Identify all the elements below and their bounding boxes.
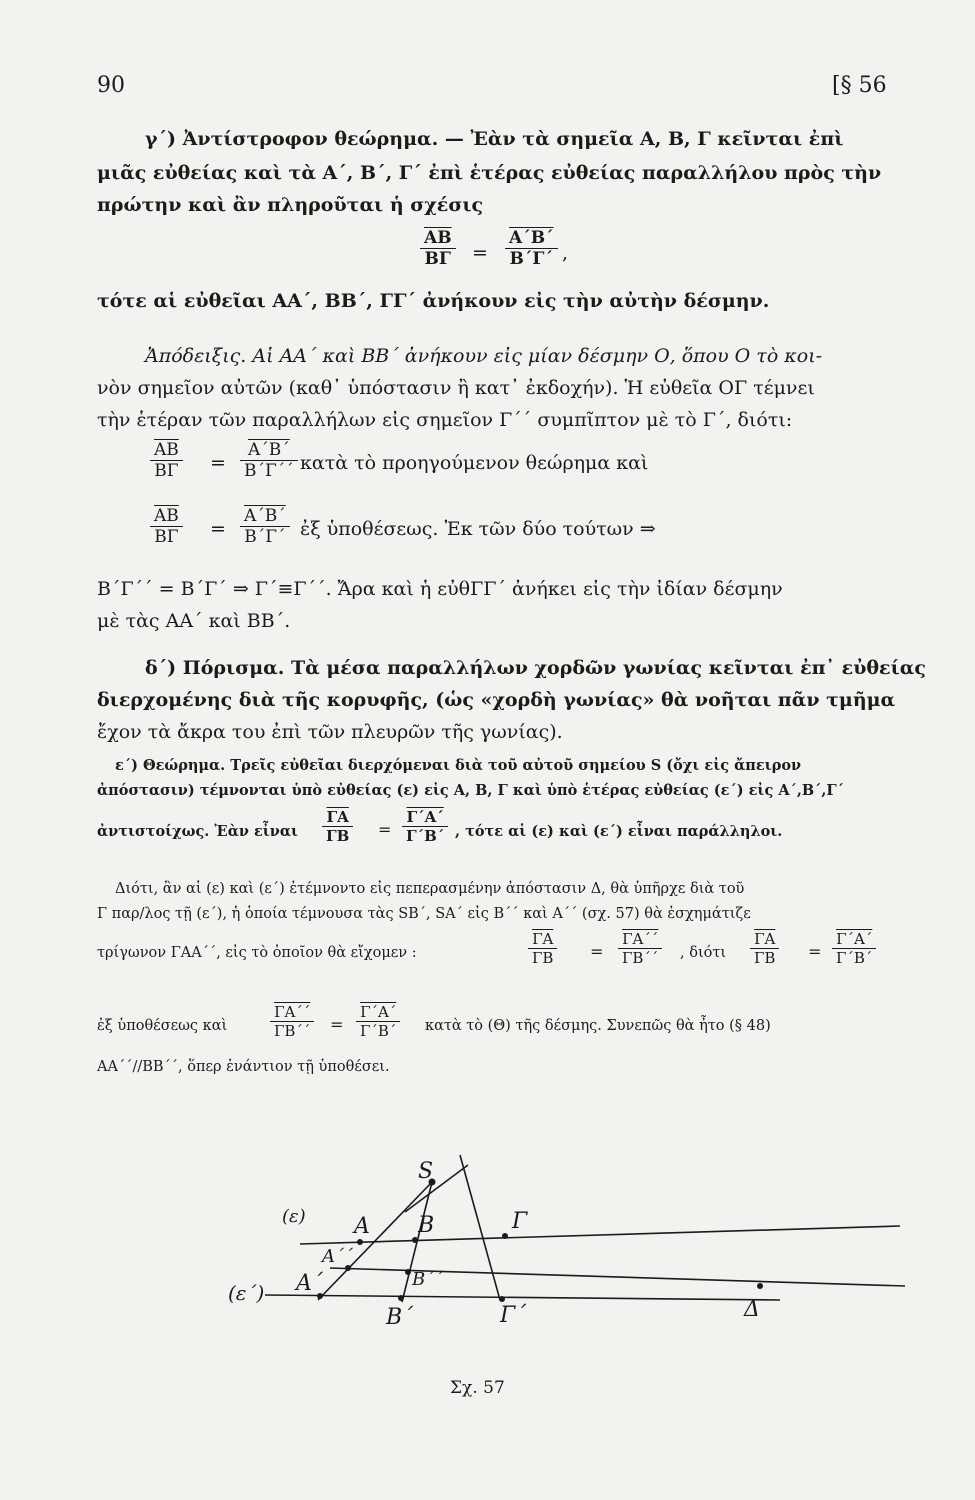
epsilon-line-1: ε΄) Θεώρημα. Τρεῖς εὐθεῖαι διερχόμεναι διὰ τοῦ αὐτοῦ σημείου S (ὄχι εἰς ἄπειρον xyxy=(115,757,802,774)
epsilon-fraction-k-right: $\frac{\Gamma΄A΄}{\Gamma΄B΄}$ xyxy=(356,1003,400,1040)
gamma-line-3: πρώτην καὶ ἂν πληροῦται ἡ σχέσις xyxy=(97,194,484,216)
epsilon-fraction-right: $\frac{\Gamma΄A΄}{\Gamma΄B΄}$ xyxy=(402,808,448,845)
point-a xyxy=(357,1239,363,1245)
label-b2: Β΄΄ xyxy=(412,1269,444,1290)
epsilon-proof-5: ΑΑ΄΄//ΒΒ΄΄, ὅπερ ἐνάντιον τῇ ὑποθέσει. xyxy=(97,1059,390,1075)
delta-line-3: ἔχον τὰ ἄκρα του ἐπὶ τῶν πλευρῶν τῆς γωνίας). xyxy=(97,721,563,743)
point-g1 xyxy=(499,1296,505,1302)
epsilon-fraction-h-right: $\frac{\Gamma΄A΄}{\Gamma΄B΄}$ xyxy=(832,930,876,967)
label-a: Α xyxy=(354,1214,370,1239)
proof-fraction-b-left: $\frac{\overline{AB}}{B\Gamma}$ xyxy=(150,506,183,547)
label-b: Β xyxy=(418,1213,435,1238)
epsilon-line-3a: ἀντιστοίχως. Ἐὰν εἶναι xyxy=(97,823,299,840)
delta-line-1: δ΄) Πόρισμα. Τὰ μέσα παραλλήλων χορδῶν γωνίας κεῖνται ἐπ᾽ εὐθείας xyxy=(145,657,926,679)
figure-caption: Σχ. 57 xyxy=(450,1378,505,1398)
epsilon-fraction-g-right: $\frac{\Gamma A΄΄}{\Gamma B΄΄}$ xyxy=(618,930,662,967)
label-g1: Γ΄ xyxy=(500,1303,527,1328)
equals-sign: = xyxy=(378,820,392,839)
equals-sign: = xyxy=(808,942,822,961)
equals-sign: = xyxy=(330,1015,344,1034)
delta-line-2: διερχομένης διὰ τῆς κορυφῆς, (ὡς «χορδὴ γωνίας» θὰ νοῆται πᾶν τμῆμα xyxy=(97,689,896,711)
point-g xyxy=(502,1233,508,1239)
gamma-line-4: τότε αἱ εὐθεῖαι ΑΑ΄, ΒΒ΄, ΓΓ΄ ἀνήκουν εἰς τὴν αὐτὴν δέσμην. xyxy=(97,290,770,312)
epsilon-proof-3a: τρίγωνον ΓΑΑ΄΄, εἰς τὸ ὁποῖον θὰ εἴχομεν : xyxy=(97,945,417,961)
proof-line-5: μὲ τὰς ΑΑ΄ καὶ ΒΒ΄. xyxy=(97,610,291,632)
proof-line-2: νὸν σημεῖον αὐτῶν (καθ᾽ ὑπόστασιν ἢ κατ᾽ ἐκδοχήν). Ἡ εὐθεῖα ΟΓ τέμνει xyxy=(97,377,815,399)
epsilon-fraction-left: $\frac{\overline{\Gamma A}}{\Gamma B}$ xyxy=(322,808,353,845)
proof-line-1: Ἀπόδειξις. Αἱ ΑΑ΄ καὶ ΒΒ΄ ἀνήκουν εἰς μίαν δέσμην Ο, ὅπου Ο τὸ κοι- xyxy=(145,345,823,367)
gamma-fraction-left: $\frac{\overline{AB}}{B\Gamma}$ xyxy=(420,228,456,269)
proof-fraction-a-left: $\frac{\overline{AB}}{B\Gamma}$ xyxy=(150,440,183,481)
label-d: Δ xyxy=(744,1297,760,1322)
epsilon-proof-3b: , διότι xyxy=(680,945,727,961)
label-a1: Α΄ xyxy=(296,1271,323,1296)
ray-sg xyxy=(460,1155,500,1300)
gamma-line-1: γ΄) Ἀντίστροφον θεώρημα. — Ἐὰν τὰ σημεῖα Α, Β, Γ κεῖνται ἐπὶ xyxy=(145,128,844,150)
label-a2: Α΄΄ xyxy=(322,1246,353,1267)
equals-sign: = xyxy=(210,452,226,474)
proof-fraction-b-right: $\frac{A΄B΄}{B΄\Gamma΄}$ xyxy=(240,506,290,547)
epsilon-fraction-h-left: $\frac{\overline{\Gamma A}}{\Gamma B}$ xyxy=(750,930,779,967)
epsilon-fraction-g-left: $\frac{\overline{\Gamma A}}{\Gamma B}$ xyxy=(528,930,557,967)
equals-sign: = xyxy=(590,942,604,961)
point-b1 xyxy=(398,1295,404,1301)
line-e xyxy=(300,1226,900,1244)
epsilon-line-3b: , τότε αἱ (ε) καὶ (ε΄) εἶναι παράλληλοι. xyxy=(455,823,783,840)
proof-text-b: ἐξ ὑποθέσεως. Ἐκ τῶν δύο τούτων ⇒ xyxy=(300,518,656,540)
epsilon-proof-4b: κατὰ τὸ (Θ) τῆς δέσμης. Συνεπῶς θὰ ἦτο (§ 48) xyxy=(425,1018,771,1034)
gamma-fraction-right: $\frac{A΄B΄}{B΄\Gamma΄}$ xyxy=(505,228,558,269)
epsilon-proof-1: Διότι, ἂν αἱ (ε) καὶ (ε΄) ἐτέμνοντο εἰς πεπερασμένην ἀπόστασιν Δ, θὰ ὑπῆρχε διὰ τοῦ xyxy=(115,881,745,897)
point-b2 xyxy=(405,1269,411,1275)
label-e-prime: (ε΄) xyxy=(228,1281,265,1305)
proof-line-3: τὴν ἑτέραν τῶν παραλλήλων εἰς σημεῖον Γ΄΄ συμπῖπτον μὲ τὸ Γ΄, διότι: xyxy=(97,409,793,431)
label-s: S xyxy=(418,1159,434,1184)
label-e: (ε) xyxy=(282,1206,306,1227)
comma: , xyxy=(562,242,569,264)
label-b1: Β΄ xyxy=(386,1305,414,1330)
epsilon-proof-4a: ἐξ ὑποθέσεως καὶ xyxy=(97,1018,228,1034)
page-number: 90 xyxy=(97,73,125,98)
equals-sign: = xyxy=(210,518,226,540)
gamma-line-2: μιᾶς εὐθείας καὶ τὰ Α΄, Β΄, Γ΄ ἐπὶ ἑτέρας εὐθείας παραλλήλου πρὸς τὴν xyxy=(97,162,882,184)
epsilon-proof-2: Γ παρ/λος τῇ (ε΄), ἡ ὁποία τέμνουσα τὰς SΒ΄, SΑ΄ εἰς Β΄΄ καὶ Α΄΄ (σχ. 57) θὰ ἐσχημάτιζε xyxy=(97,906,751,922)
proof-fraction-a-right: $\frac{A΄B΄}{B΄\Gamma΄΄}$ xyxy=(240,440,298,481)
proof-line-4: Β΄Γ΄΄ = Β΄Γ΄ ⇒ Γ΄≡Γ΄΄. Ἄρα καὶ ἡ εὐθΓΓ΄ ἀνήκει εἰς τὴν ἰδίαν δέσμην xyxy=(97,578,783,600)
line-e-prime xyxy=(265,1295,780,1300)
epsilon-line-2: ἀπόστασιν) τέμνονται ὑπὸ εὐθείας (ε) εἰς Α, Β, Γ καὶ ὑπὸ ἑτέρας εὐθείας (ε΄) εἰς Α΄,Β΄,Γ΄ xyxy=(97,782,844,799)
section-reference: [§ 56 xyxy=(832,73,887,98)
point-d xyxy=(757,1283,763,1289)
epsilon-fraction-k-left: $\frac{\Gamma A΄΄}{\Gamma B΄΄}$ xyxy=(270,1003,314,1040)
proof-text-a: κατὰ τὸ προηγούμενον θεώρημα καὶ xyxy=(300,452,649,474)
equals-sign: = xyxy=(472,242,488,264)
label-g: Γ xyxy=(512,1209,528,1234)
line-through-s xyxy=(405,1165,468,1212)
